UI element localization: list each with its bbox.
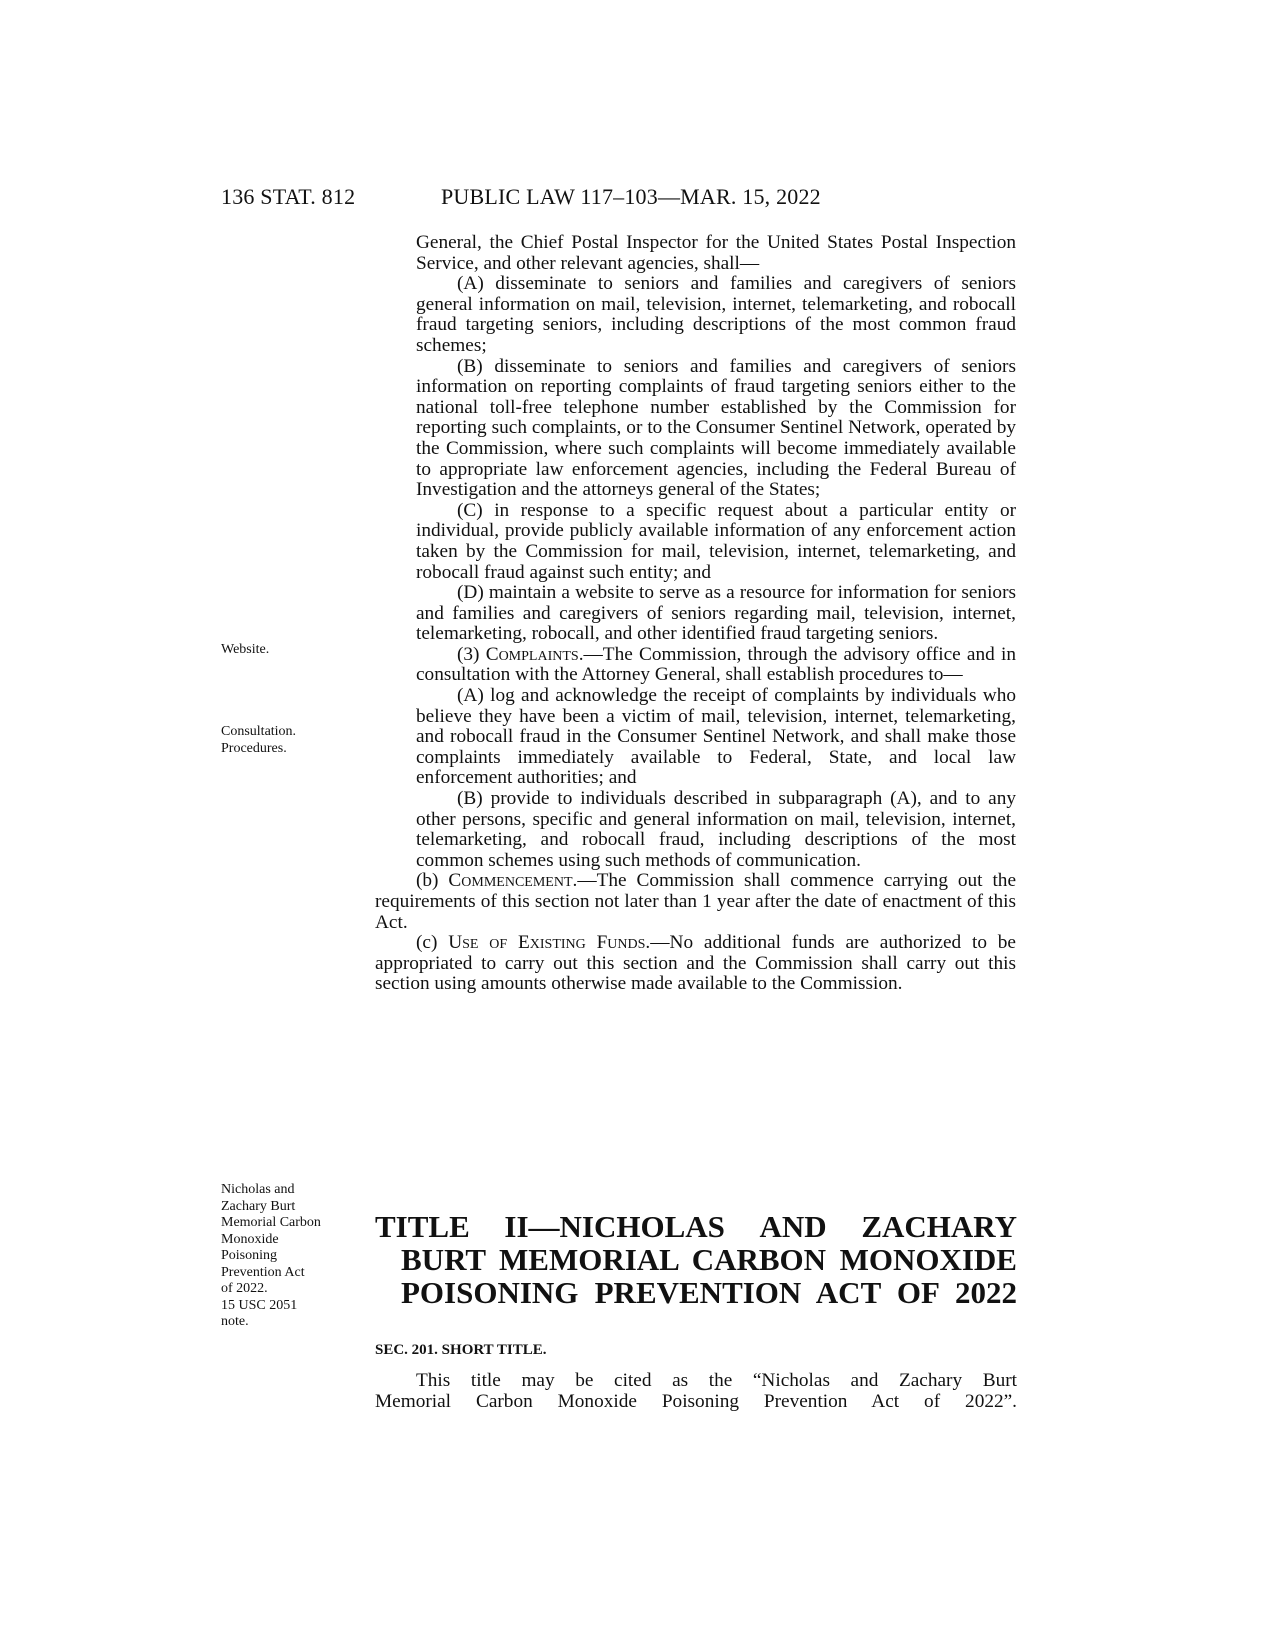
title-ii-heading — [375, 1210, 1017, 1309]
section-201-heading: SEC. 201. SHORT TITLE. — [375, 1342, 547, 1358]
public-law-header: PUBLIC LAW 117–103—MAR. 15, 2022 — [441, 184, 821, 209]
title-line-1: TITLE II—NICHOLAS AND ZACHARY — [375, 1209, 1017, 1244]
subsection-b: (b) Commencement.—The Commission shall commence carrying out the requirements of this section not later than 1 year after the date of enactment of this Act. — [375, 870, 1016, 933]
title-line-3: POISONING PREVENTION ACT OF 2022 — [401, 1275, 1017, 1310]
margin-note-website: Website. — [221, 642, 270, 657]
paragraph-2a: (A) disseminate to seniors and families and caregivers of seniors general information on mail, television, internet, telemarketing, and robocall fraud targeting seniors, including descriptions of the most common fraud schemes; — [416, 273, 1016, 356]
paragraph-2b: (B) disseminate to seniors and families and caregivers of seniors information on reporting complaints of fraud targeting seniors either to the national toll-free telephone number established by the Commission for reporting such complaints, or to the Consumer Sentinel Network, operated by the Commission, where such complaints will become immediately available to appropriate law enforcement agencies, including the Federal Bureau of Investigation and the attorneys general of the States; — [416, 355, 1016, 501]
existing-funds-heading: Use of Existing Funds — [448, 932, 646, 954]
statute-body — [375, 233, 1016, 995]
section-201-text: This title may be cited as the “Nicholas and Zachary Burt Memorial Carbon Monoxide Poisoning Prevention Act of 2022”. — [375, 1370, 1017, 1412]
intro-continued: General, the Chief Postal Inspector for the United States Postal Inspection Service, and other relevant agencies, shall— — [416, 232, 1016, 274]
paragraph-3b: (B) provide to individuals described in subparagraph (A), and to any other persons, specific and general information on mail, television, internet, telemarketing, and robocall fraud, including descriptions of the most common schemes using such methods of communication. — [416, 788, 1016, 871]
paragraph-3a: (A) log and acknowledge the receipt of complaints by individuals who believe they have been a victim of mail, television, internet, telemarketing, and robocall fraud in the Consumer Sentinel Network, and shall make those complaints immediately available to Federal, State, and local law enforcement authorities; and — [416, 685, 1016, 789]
margin-note-consultation-procedures: Consultation. Procedures. — [221, 724, 297, 756]
subsection-c: (c) Use of Existing Funds.—No additional funds are authorized to be appropriated to carry out this section and the Commission shall carry out this section using amounts otherwise made available to the Commission. — [375, 932, 1016, 995]
page-reference: 136 STAT. 812 — [221, 184, 356, 209]
commencement-heading: Commencement — [448, 870, 573, 892]
paragraph-2d: (D) maintain a website to serve as a resource for information for seniors and families and caregivers of seniors regarding mail, television, internet, telemarketing, robocall, and other identified fraud targeting seniors. — [416, 582, 1016, 645]
margin-note-title-ii: Nicholas and Zachary Burt Memorial Carbon Monoxide Poisoning Prevention Act of 2022. 15 USC 2051 note. — [221, 1182, 321, 1329]
paragraph-2c: (C) in response to a specific request about a particular entity or individual, provide publicly available information of any enforcement action taken by the Commission for mail, television, internet, telemarketing, and robocall fraud against such entity; and — [416, 499, 1016, 583]
paragraph-3: (3) Complaints.—The Commission, through the advisory office and in consultation with the Attorney General, shall establish procedures to— — [416, 643, 1016, 686]
complaints-heading: Complaints — [485, 643, 579, 665]
title-line-2: BURT MEMORIAL CARBON MONOXIDE — [401, 1242, 1017, 1277]
